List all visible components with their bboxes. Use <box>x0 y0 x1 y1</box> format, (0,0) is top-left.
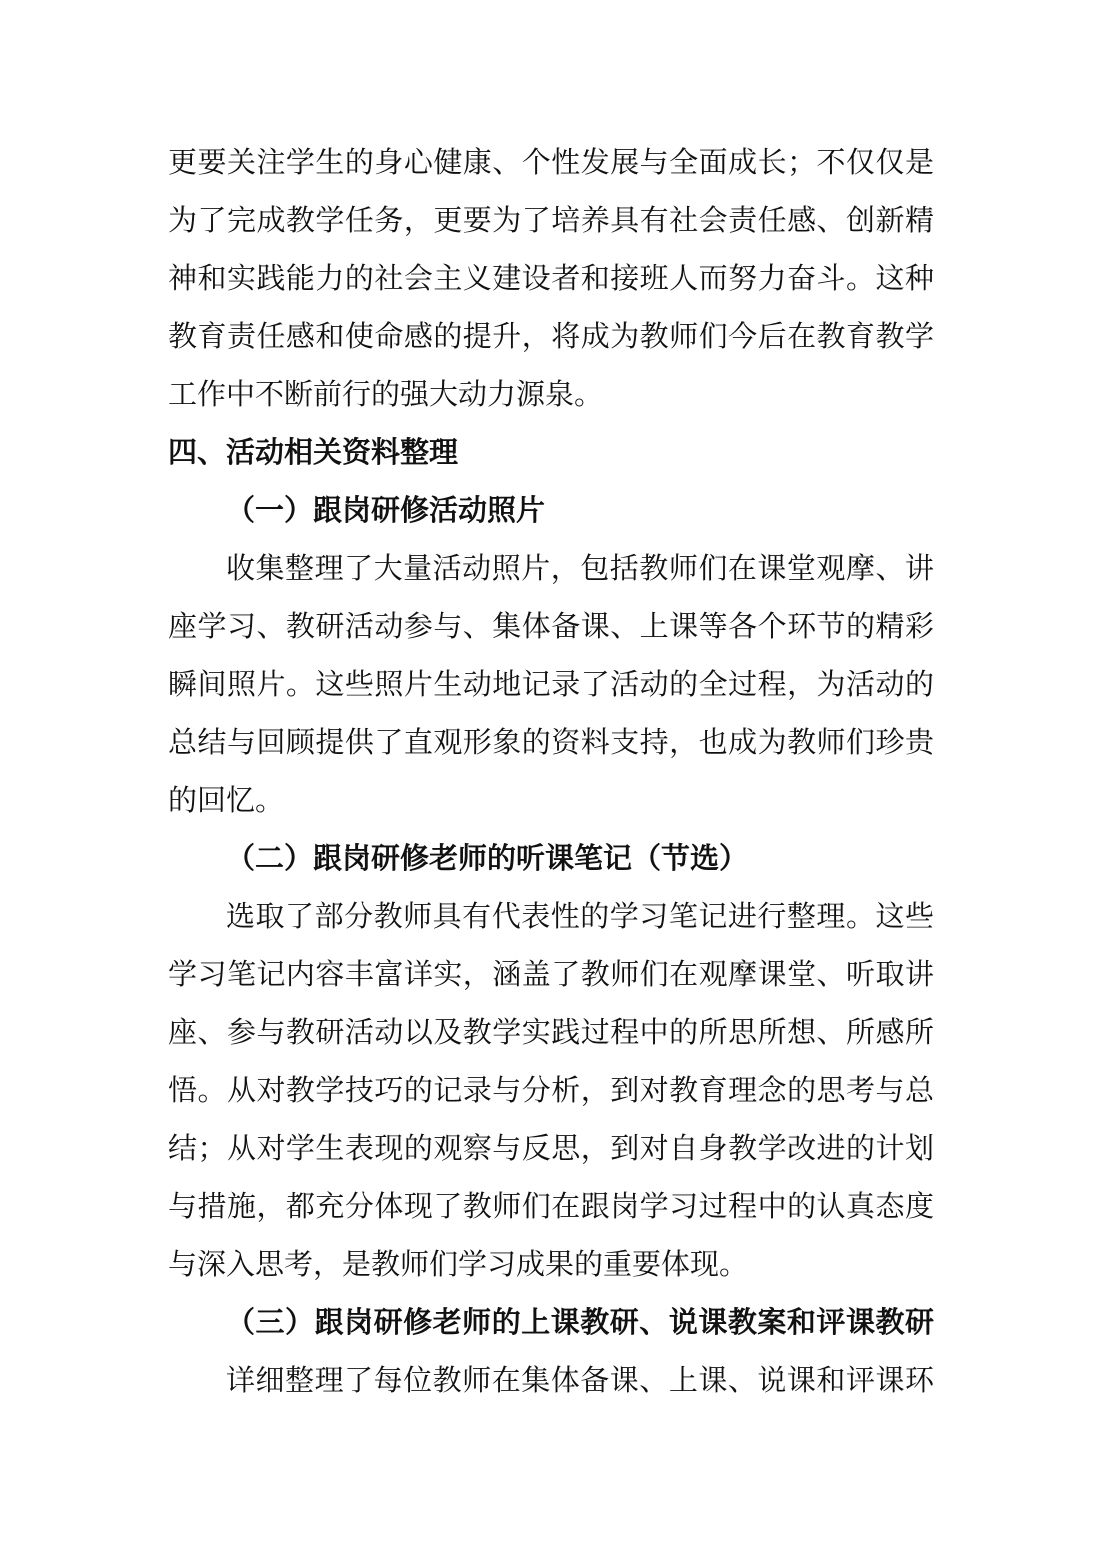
paragraph-line: 座、参与教研活动以及教学实践过程中的所思所想、所感所 <box>168 1015 934 1049</box>
subsection-heading: （二）跟岗研修老师的听课笔记（节选） <box>226 841 749 875</box>
paragraph-line: 的回忆。 <box>168 783 285 817</box>
paragraph-line: 座学习、教研活动参与、集体备课、上课等各个环节的精彩 <box>168 609 934 643</box>
paragraph-line: 更要关注学生的身心健康、个性发展与全面成长；不仅仅是 <box>168 145 934 179</box>
subsection-heading: （一）跟岗研修活动照片 <box>226 493 546 527</box>
paragraph-line: 选取了部分教师具有代表性的学习笔记进行整理。这些 <box>226 899 934 933</box>
paragraph-line: 工作中不断前行的强大动力源泉。 <box>168 377 604 411</box>
paragraph-line: 瞬间照片。这些照片生动地记录了活动的全过程，为活动的 <box>168 667 934 701</box>
section-heading: 四、活动相关资料整理 <box>168 435 459 469</box>
paragraph-line: 详细整理了每位教师在集体备课、上课、说课和评课环 <box>226 1363 934 1397</box>
paragraph-line: 悟。从对教学技巧的记录与分析，到对教育理念的思考与总 <box>168 1073 934 1107</box>
paragraph-line: 为了完成教学任务，更要为了培养具有社会责任感、创新精 <box>168 203 934 237</box>
paragraph-line: 收集整理了大量活动照片，包括教师们在课堂观摩、讲 <box>226 551 934 585</box>
paragraph-line: 神和实践能力的社会主义建设者和接班人而努力奋斗。这种 <box>168 261 934 295</box>
paragraph-line: 结；从对学生表现的观察与反思，到对自身教学改进的计划 <box>168 1131 934 1165</box>
paragraph-line: 学习笔记内容丰富详实，涵盖了教师们在观摩课堂、听取讲 <box>168 957 934 991</box>
document-body <box>168 133 934 1409</box>
paragraph-line: 总结与回顾提供了直观形象的资料支持，也成为教师们珍贵 <box>168 725 934 759</box>
paragraph-line: 教育责任感和使命感的提升，将成为教师们今后在教育教学 <box>168 319 934 353</box>
subsection-heading: （三）跟岗研修老师的上课教研、说课教案和评课教研 <box>226 1305 934 1339</box>
paragraph-line: 与措施，都充分体现了教师们在跟岗学习过程中的认真态度 <box>168 1189 934 1223</box>
paragraph-line: 与深入思考，是教师们学习成果的重要体现。 <box>168 1247 749 1281</box>
